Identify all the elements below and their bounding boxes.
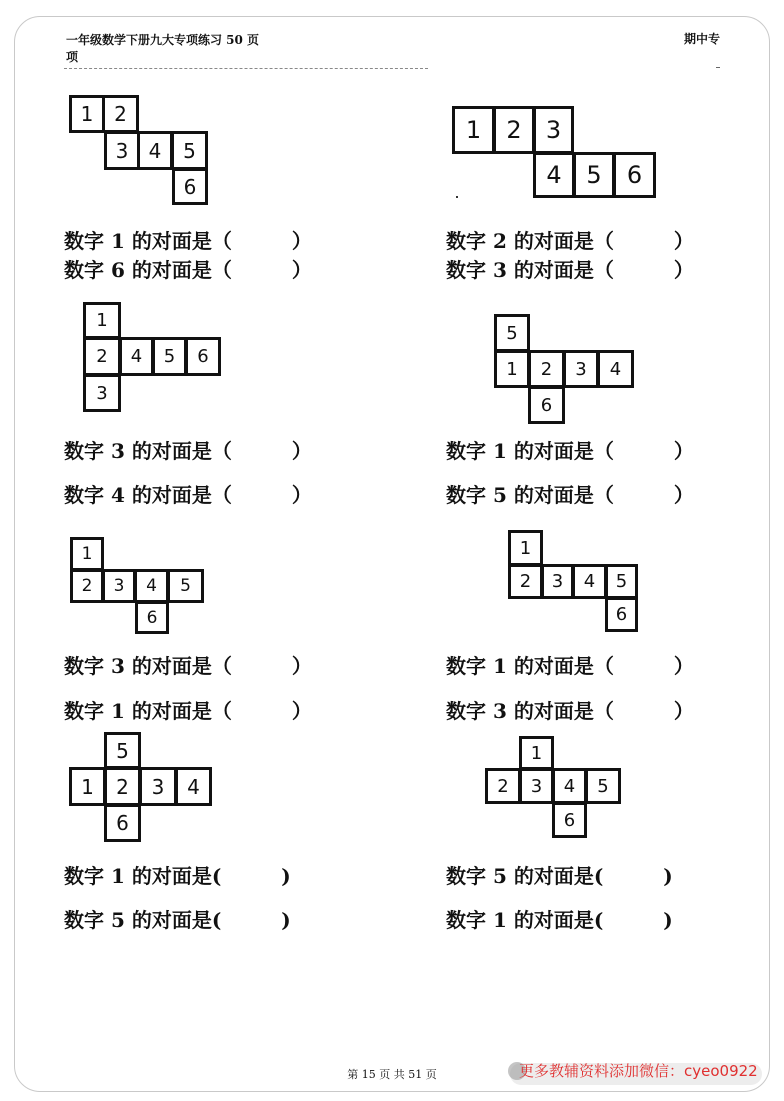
net4-cell: 4: [597, 350, 634, 388]
net5-cell: 4: [134, 569, 169, 603]
net4-cell: 6: [528, 386, 565, 424]
question: 数字 1 的对面是（ ）: [64, 229, 312, 253]
net3-cell: 5: [152, 337, 187, 376]
question: 数字 6 的对面是（ ）: [64, 258, 312, 282]
question: 数字 5 的对面是( ): [446, 864, 673, 888]
header-mark: [716, 67, 720, 68]
stray-dot: [456, 196, 458, 198]
question: 数字 1 的对面是( ): [446, 908, 673, 932]
net4-cell: 2: [528, 350, 565, 388]
net3-cell: 2: [83, 337, 121, 376]
page-number: 第 15 页 共 51 页: [347, 1068, 437, 1081]
question: 数字 4 的对面是（ ）: [64, 483, 312, 507]
net6-cell: 2: [508, 564, 543, 599]
net1-cell: 5: [171, 131, 208, 170]
header-title: 一年级数学下册九大专项练习 50 页: [66, 33, 260, 47]
question: 数字 1 的对面是（ ）: [64, 699, 312, 723]
net1-cell: 3: [104, 131, 140, 170]
net7-cell: 6: [104, 804, 141, 842]
net7-cell: 1: [69, 767, 106, 806]
net1-cell: 2: [102, 95, 139, 133]
net8-cell: 5: [585, 768, 621, 804]
net6-cell: 6: [605, 597, 638, 632]
question: 数字 3 的对面是（ ）: [64, 654, 312, 678]
question: 数字 2 的对面是（ ）: [446, 229, 694, 253]
question: 数字 1 的对面是( ): [64, 864, 291, 888]
net2-cell: 6: [613, 152, 656, 198]
net2-cell: 2: [493, 106, 535, 154]
net5-cell: 2: [70, 569, 104, 603]
net6-cell: 5: [605, 564, 638, 599]
net2-cell: 1: [452, 106, 495, 154]
net5-cell: 5: [167, 569, 204, 603]
question: 数字 3 的对面是（ ）: [64, 439, 312, 463]
net4-cell: 3: [563, 350, 599, 388]
net6-cell: 1: [508, 530, 543, 566]
question: 数字 5 的对面是（ ）: [446, 483, 694, 507]
net8-cell: 2: [485, 768, 521, 804]
net8-cell: 1: [519, 736, 554, 770]
net4-cell: 1: [494, 350, 530, 388]
net2-cell: 3: [533, 106, 574, 154]
net2-cell: 4: [533, 152, 575, 198]
net2-cell: 5: [573, 152, 615, 198]
net7-cell: 3: [139, 767, 177, 806]
net5-cell: 6: [135, 601, 169, 634]
question: 数字 1 的对面是（ ）: [446, 654, 694, 678]
net1-cell: 6: [172, 168, 208, 205]
net3-cell: 3: [83, 374, 121, 412]
net5-cell: 1: [70, 537, 104, 571]
watermark-text: 更多教辅资料添加微信：cyeo0922: [519, 1062, 758, 1080]
net3-cell: 1: [83, 302, 121, 339]
net3-cell: 6: [185, 337, 221, 376]
net8-cell: 4: [552, 768, 587, 804]
net8-cell: 3: [519, 768, 554, 804]
net1-cell: 4: [137, 131, 173, 170]
net7-cell: 2: [104, 767, 141, 806]
question: 数字 5 的对面是( ): [64, 908, 291, 932]
header-title-continuation: 项: [66, 50, 79, 64]
net6-cell: 4: [572, 564, 607, 599]
net3-cell: 4: [119, 337, 154, 376]
header-divider: [64, 68, 428, 69]
net1-cell: 1: [69, 95, 105, 133]
net6-cell: 3: [541, 564, 574, 599]
net4-cell: 5: [494, 314, 530, 352]
question: 数字 3 的对面是（ ）: [446, 699, 694, 723]
header-right-label: 期中专: [684, 32, 721, 46]
net5-cell: 3: [102, 569, 136, 603]
question: 数字 3 的对面是（ ）: [446, 258, 694, 282]
question: 数字 1 的对面是（ ）: [446, 439, 694, 463]
net7-cell: 5: [104, 732, 141, 769]
net8-cell: 6: [552, 802, 587, 838]
net7-cell: 4: [175, 767, 212, 806]
